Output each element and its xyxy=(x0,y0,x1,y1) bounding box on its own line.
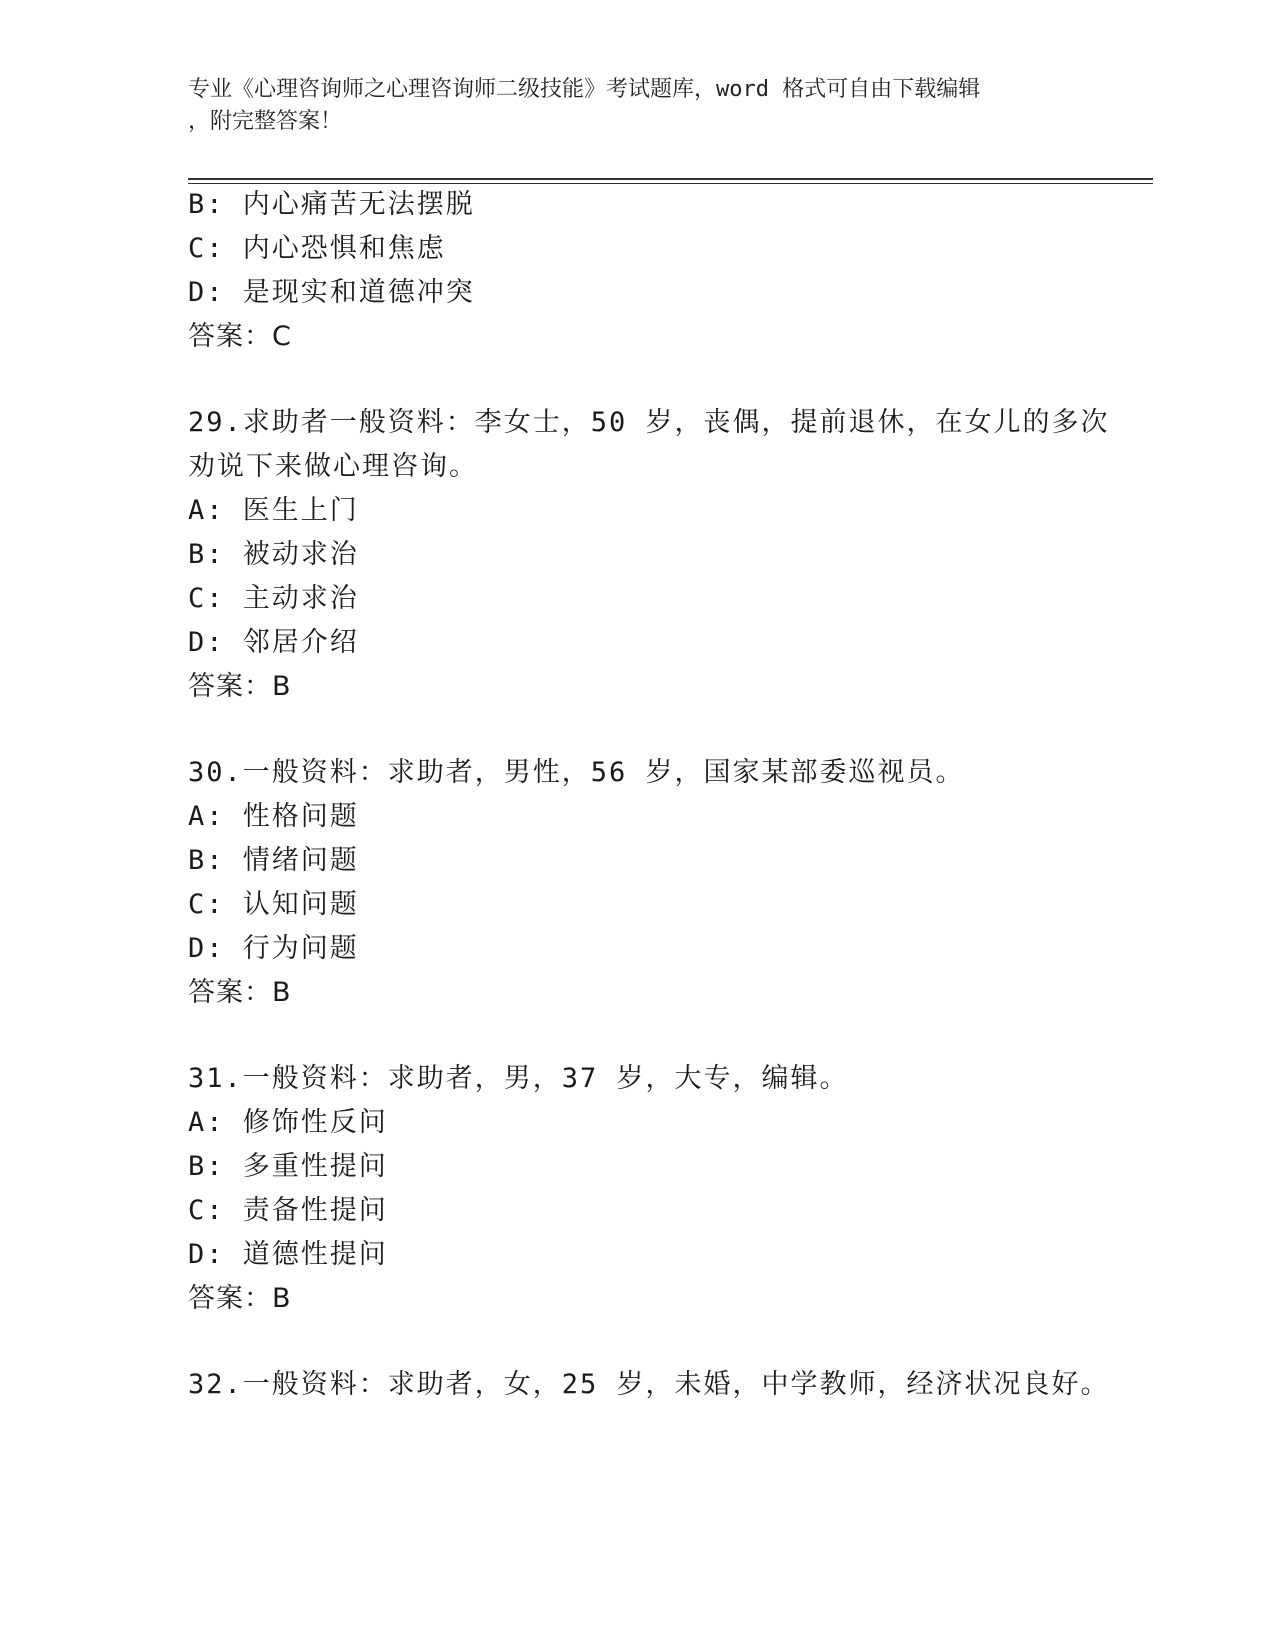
question-stem: 30.一般资料：求助者，男性，56 岁，国家某部委巡视员。 xyxy=(188,757,965,788)
option-b: B: 情绪问题 xyxy=(188,845,359,876)
option-c: C: 主动求治 xyxy=(188,583,359,614)
question-stem: 29.求助者一般资料：李女士，50 岁，丧偶，提前退休，在女儿的多次 xyxy=(188,407,1110,438)
header-line-1: 专业《心理咨询师之心理咨询师二级技能》考试题库，word 格式可自由下载编辑 xyxy=(188,77,981,102)
option-d: D: 行为问题 xyxy=(188,933,359,964)
option-a: A: 医生上门 xyxy=(188,495,359,526)
option-d: D: 邻居介绍 xyxy=(188,627,359,658)
question-stem: 32.一般资料：求助者，女，25 岁，未婚，中学教师，经济状况良好。 xyxy=(188,1369,1110,1400)
answer: 答案：B xyxy=(188,977,292,1008)
option-a: A: 修饰性反问 xyxy=(188,1107,388,1138)
option-d: D: 道德性提问 xyxy=(188,1239,388,1270)
answer: 答案：C xyxy=(188,321,292,352)
question-stem: 31.一般资料：求助者，男，37 岁，大专，编辑。 xyxy=(188,1063,849,1094)
option-b: B: 多重性提问 xyxy=(188,1151,388,1182)
option-b: B: 被动求治 xyxy=(188,539,359,570)
header-line-2: ，附完整答案！ xyxy=(188,109,343,134)
option-a: A: 性格问题 xyxy=(188,801,359,832)
header-divider-thick xyxy=(188,178,1153,180)
answer: 答案：B xyxy=(188,671,292,702)
option-c: C: 责备性提问 xyxy=(188,1195,388,1226)
document-header xyxy=(188,74,1088,138)
option-c: C: 认知问题 xyxy=(188,889,359,920)
option-d: D: 是现实和道德冲突 xyxy=(188,277,475,308)
question-stem-continued: 劝说下来做心理咨询。 xyxy=(188,451,478,482)
option-b: B: 内心痛苦无法摆脱 xyxy=(188,189,475,220)
option-c: C: 内心恐惧和焦虑 xyxy=(188,233,446,264)
answer: 答案：B xyxy=(188,1283,292,1314)
header-divider-thin xyxy=(188,183,1153,184)
